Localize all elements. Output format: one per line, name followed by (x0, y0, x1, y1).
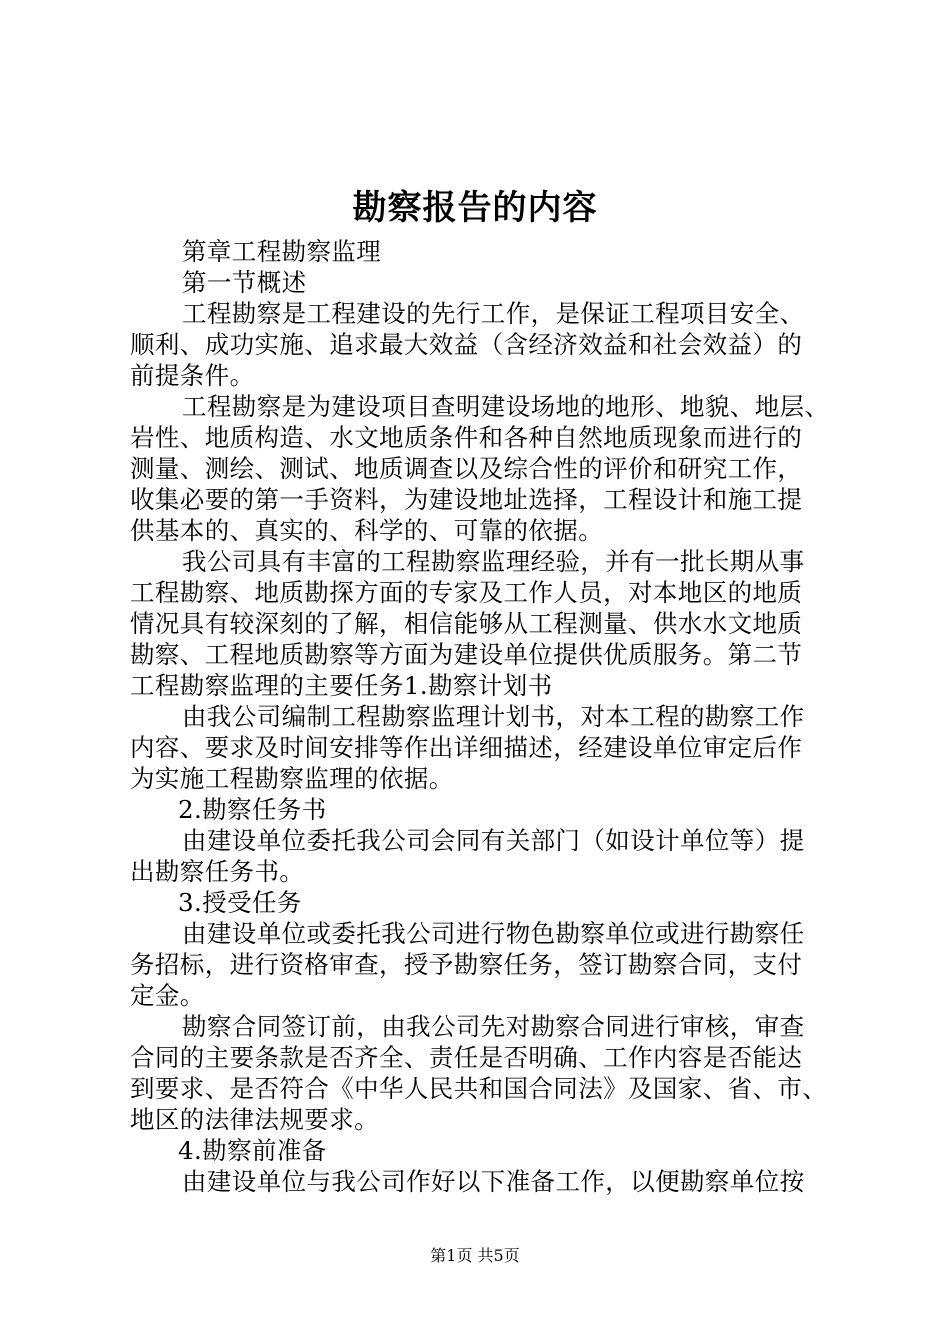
paragraph-line: 出勘察任务书。 (130, 857, 305, 886)
paragraph-line: 工程勘察、地质勘探方面的专家及工作人员，对本地区的地质 (130, 578, 803, 607)
paragraph-line: 为实施工程勘察监理的依据。 (130, 764, 454, 793)
document-body (130, 236, 835, 1197)
paragraph-line: 供基本的、真实的、科学的、可靠的依据。 (130, 516, 604, 545)
paragraph-line: 由建设单位与我公司作好以下准备工作，以便勘察单位按 (182, 1167, 805, 1196)
paragraph-line: 务招标，进行资格审查，授予勘察任务，签订勘察合同，支付 (130, 950, 803, 979)
paragraph-line: 勘察、工程地质勘察等方面为建设单位提供优质服务。第二节 (130, 640, 803, 669)
paragraph-line: 收集必要的第一手资料，为建设地址选择，工程设计和施工提 (130, 485, 803, 514)
subsection-heading: 4.勘察前准备 (178, 1136, 327, 1165)
paragraph-line: 勘察合同签订前，由我公司先对勘察合同进行审核，审查 (182, 1012, 805, 1041)
paragraph-line: 由我公司编制工程勘察监理计划书，对本工程的勘察工作 (182, 702, 805, 731)
paragraph-line: 岩性、地质构造、水文地质条件和各种自然地质现象而进行的 (130, 423, 803, 452)
page-footer: 第1页 共5页 (430, 1246, 520, 1265)
paragraph-line: 内容、要求及时间安排等作出详细描述，经建设单位审定后作 (130, 733, 803, 762)
paragraph-line: 前提条件。 (130, 361, 255, 390)
paragraph-line: 情况具有较深刻的了解，相信能够从工程测量、供水水文地质 (130, 609, 803, 638)
paragraph-line: 定金。 (130, 981, 205, 1010)
paragraph-line: 到要求、是否符合《中华人民共和国合同法》及国家、省、市、 (130, 1074, 828, 1103)
subsection-heading: 2.勘察任务书 (178, 795, 327, 824)
document-title: 勘察报告的内容 (352, 188, 598, 228)
paragraph-line: 地区的法律法规要求。 (130, 1105, 379, 1134)
subsection-heading: 3.授受任务 (178, 888, 302, 917)
paragraph-line: 由建设单位或委托我公司进行物色勘察单位或进行勘察任 (182, 919, 805, 948)
paragraph-line: 合同的主要条款是否齐全、责任是否明确、工作内容是否能达 (130, 1043, 803, 1072)
paragraph-line: 测量、测绘、测试、地质调查以及综合性的评价和研究工作， (130, 454, 803, 483)
paragraph-line: 由建设单位委托我公司会同有关部门（如设计单位等）提 (182, 826, 805, 855)
paragraph-line: 顺利、成功实施、追求最大效益（含经济效益和社会效益）的 (130, 330, 803, 359)
paragraph-line: 工程勘察是工程建设的先行工作，是保证工程项目安全、 (182, 299, 805, 328)
paragraph-line: 我公司具有丰富的工程勘察监理经验，并有一批长期从事 (182, 547, 805, 576)
paragraph-line: 工程勘察监理的主要任务1.勘察计划书 (130, 671, 553, 700)
section-heading: 第一节概述 (182, 268, 307, 297)
paragraph-line: 工程勘察是为建设项目查明建设场地的地形、地貌、地层、 (182, 392, 830, 421)
chapter-heading: 第章工程勘察监理 (182, 237, 382, 266)
